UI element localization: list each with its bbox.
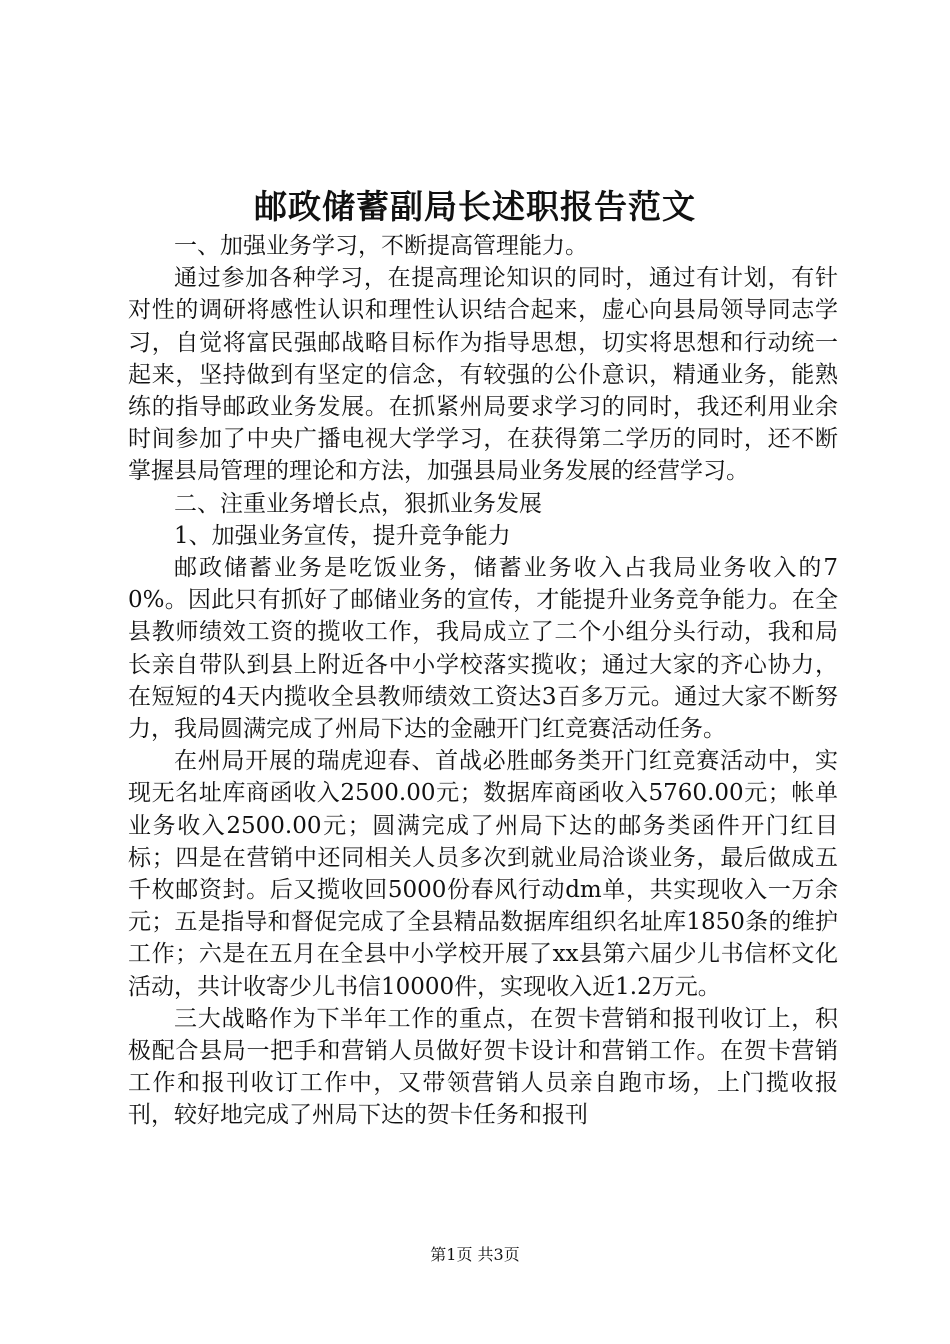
body-paragraph: 通过参加各种学习，在提高理论知识的同时，通过有计划，有针对性的调研将感性认识和理性认识结合起来，虚心向县局领导同志学习，自觉将富民强邮战略目标作为指导思想，切实将思想和行动统一起来，坚持做到有坚定的信念，有较强的公仆意识，精通业务，能熟练的指导邮政业务发展。在抓紧州局要求学习的同时，我还利用业余时间参加了中央广播电视大学学习，在获得第二学历的同时，还不断掌握县局管理的理论和方法，加强县局业务发展的经营学习。 (128, 265, 838, 485)
document-title: 邮政储蓄副局长述职报告范文 (254, 187, 696, 226)
section-heading-2: 二、注重业务增长点，狠抓业务发展 (174, 490, 542, 517)
body-paragraph: 三大战略作为下半年工作的重点，在贺卡营销和报刊收订上，积极配合县局一把手和营销人员做好贺卡设计和营销工作。在贺卡营销工作和报刊收订工作中，又带领营销人员亲自跑市场，上门揽收报刊，较好地完成了州局下达的贺卡任务和报刊 (128, 1005, 838, 1129)
document-body (128, 230, 838, 1132)
section-heading-1: 一、加强业务学习，不断提高管理能力。 (174, 233, 588, 259)
page-number-footer: 第1页 共3页 (430, 1245, 520, 1264)
subsection-heading: 1、加强业务宣传，提升竞争能力 (174, 522, 511, 549)
body-paragraph: 在州局开展的瑞虎迎春、首战必胜邮务类开门红竞赛活动中，实现无名址库商函收入2500.00元；数据库商函收入5760.00元；帐单业务收入2500.00元；圆满完成了州局下达的邮务类函件开门红目标；四是在营销中还同相关人员多次到就业局洽谈业务，最后做成五千枚邮资封。后又揽收回5000份春风行动dm单，共实现收入一万余元；五是指导和督促完成了全县精品数据库组织名址库1850条的维护工作；六是在五月在全县中小学校开展了xx县第六届少儿书信杯文化活动，共计收寄少儿书信10000件，实现收入近1.2万元。 (128, 748, 838, 1000)
body-paragraph: 邮政储蓄业务是吃饭业务，储蓄业务收入占我局业务收入的70%。因此只有抓好了邮储业务的宣传，才能提升业务竞争能力。在全县教师绩效工资的揽收工作，我局成立了二个小组分头行动，我和局长亲自带队到县上附近各中小学校落实揽收；通过大家的齐心协力，在短短的4天内揽收全县教师绩效工资达3百多万元。通过大家不断努力，我局圆满完成了州局下达的金融开门红竞赛活动任务。 (128, 555, 838, 743)
